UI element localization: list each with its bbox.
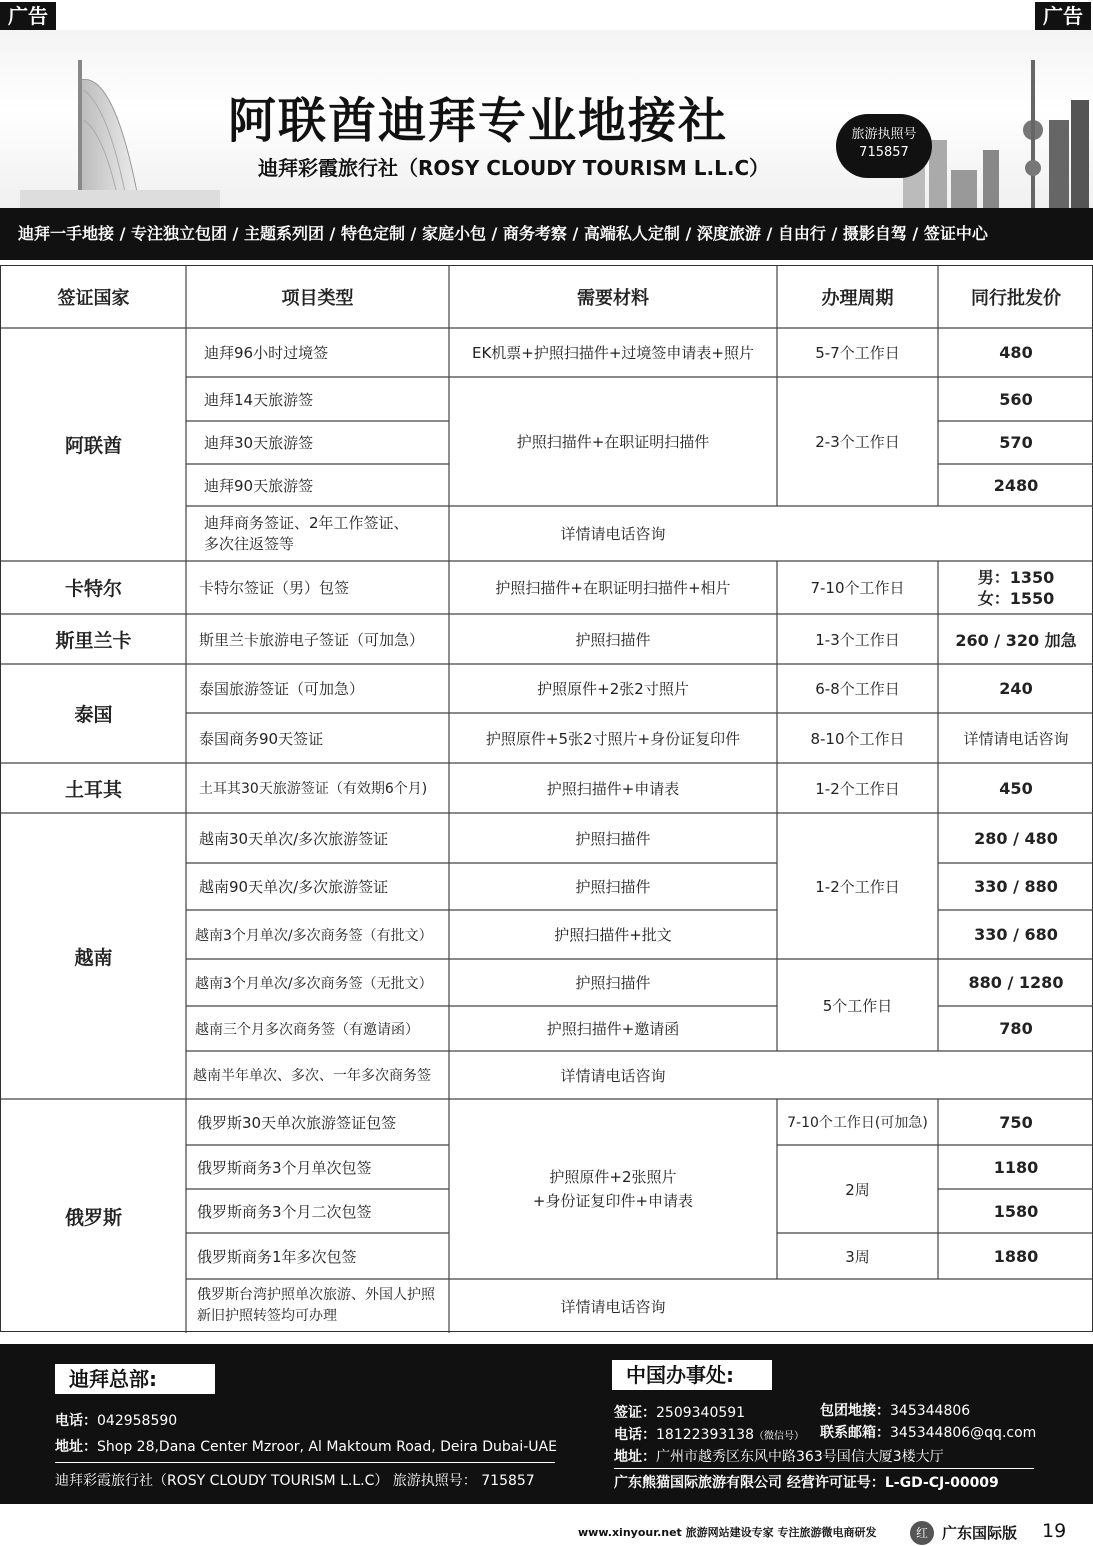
price-cell: 450 — [999, 778, 1033, 798]
table-cell-line: 俄罗斯台湾护照单次旅游、外国人护照 — [197, 1287, 435, 1303]
table-cell: 迪拜90天旅游签 — [204, 476, 314, 495]
table-cell: 2-3个工作日 — [815, 433, 900, 451]
price-cell: 2480 — [993, 475, 1039, 495]
country-russia: 俄罗斯 — [64, 1206, 122, 1229]
dubai-address — [55, 1436, 557, 1456]
visa-contact — [614, 1402, 745, 1422]
table-cell-line: 迪拜商务签证、2年工作签证、 — [204, 513, 409, 532]
price-cell — [938, 561, 1093, 614]
table-cell: 5-7个工作日 — [815, 344, 900, 362]
table-cell: 7-10个工作日(可加急) — [787, 1115, 928, 1131]
table-cell: 护照扫描件 — [575, 878, 651, 896]
table-cell: 护照扫描件+在职证明扫描件 — [516, 433, 710, 451]
country-srilanka: 斯里兰卡 — [55, 629, 132, 652]
table-cell: 越南30天单次/多次旅游签证 — [199, 829, 389, 848]
table-cell — [449, 1099, 777, 1279]
visa-number[interactable]: 2509340591 — [656, 1405, 746, 1421]
promo-line: www.xinyour.net 旅游网站建设专家 专注旅游微电商研发 — [578, 1526, 877, 1539]
china-address — [614, 1446, 944, 1466]
table-cell — [197, 1279, 449, 1333]
table-cell: 6-8个工作日 — [815, 680, 900, 698]
china-phone-number[interactable]: 18122393138 — [656, 1427, 754, 1443]
price-cell: 1180 — [993, 1157, 1039, 1177]
dubai-address-label: 地址： — [55, 1439, 97, 1455]
table-cell: 泰国商务90天签证 — [199, 729, 324, 748]
table-cell: 越南三个月多次商务签（有邀请函） — [195, 1021, 419, 1038]
page-title: 阿联酋迪拜专业地接社 — [228, 93, 729, 149]
table-cell: 护照扫描件 — [575, 630, 651, 649]
table-cell: 护照扫描件 — [575, 829, 651, 848]
table-cell: 详情请电话咨询 — [560, 1066, 666, 1085]
price-cell: 330 / 680 — [974, 925, 1058, 944]
table-cell: 3周 — [845, 1247, 870, 1266]
table-cell: 土耳其30天旅游签证（有效期6个月) — [199, 781, 428, 797]
table-cell: 俄罗斯商务3个月二次包签 — [197, 1202, 372, 1221]
page-number: 19 — [1042, 1520, 1067, 1542]
table-cell: 俄罗斯30天单次旅游签证包签 — [197, 1113, 397, 1132]
country-thailand: 泰国 — [74, 704, 113, 726]
table-cell: 8-10个工作日 — [810, 729, 905, 748]
dubai-phone — [55, 1410, 177, 1430]
divider — [55, 1462, 555, 1463]
ad-label-left: 广告 — [0, 2, 56, 30]
dubai-address-text: Shop 28,Dana Center Mzroor, Al Maktoum Road, Deira Dubai-UAE — [97, 1439, 557, 1455]
header-banner — [0, 30, 1093, 208]
price-cell: 1880 — [993, 1246, 1039, 1266]
table-cell: 1-2个工作日 — [815, 779, 900, 798]
header-country: 签证国家 — [57, 288, 130, 309]
table-cell: 详情请电话咨询 — [560, 525, 666, 543]
price-cell: 750 — [999, 1112, 1033, 1132]
group-contact — [820, 1400, 970, 1420]
price-cell: 1580 — [993, 1201, 1039, 1221]
table-cell-line: 新旧护照转签均可办理 — [197, 1308, 337, 1324]
header-period: 办理周期 — [821, 288, 894, 309]
visa-table — [0, 265, 1093, 1332]
price-cell: 560 — [999, 389, 1033, 409]
table-cell: 越南3个月单次/多次商务签（无批文） — [195, 975, 433, 992]
dubai-phone-number[interactable]: 042958590 — [97, 1413, 178, 1429]
table-cell: 迪拜14天旅游签 — [204, 390, 314, 409]
table-cell: 护照原件+2张2寸照片 — [537, 680, 689, 698]
china-address-text: 广州市越秀区东风中路363号国信大厦3楼大厅 — [656, 1449, 944, 1465]
table-cell: 护照扫描件+申请表 — [546, 779, 680, 798]
burj-al-arab-illustration — [20, 40, 220, 208]
table-cell: 斯里兰卡旅游电子签证（可加急） — [199, 630, 425, 649]
price-cell: 480 — [999, 343, 1033, 362]
header-materials: 需要材料 — [577, 288, 649, 309]
china-phone — [614, 1424, 804, 1444]
agency-subtitle: 迪拜彩霞旅行社（ROSY CLOUDY TOURISM L.L.C） — [258, 156, 770, 180]
email-label: 联系邮箱： — [820, 1425, 890, 1441]
email-address[interactable]: 345344806@qq.com — [890, 1425, 1037, 1441]
header-price: 同行批发价 — [971, 288, 1061, 309]
country-vietnam: 越南 — [74, 946, 113, 969]
table-cell: 迪拜96小时过境签 — [204, 344, 329, 362]
divider — [614, 1468, 1034, 1469]
china-company: 广东熊猫国际旅游有限公司 经营许可证号：L-GD-CJ-00009 — [614, 1475, 999, 1491]
publication-logo-icon: 红 — [910, 1521, 934, 1545]
wechat-note: （微信号） — [753, 1431, 804, 1442]
ad-label-right: 广告 — [1035, 2, 1091, 30]
price-cell: 880 / 1280 — [968, 973, 1064, 992]
service-bar: 迪拜一手地接 / 专注独立包团 / 主题系列团 / 特色定制 / 家庭小包 / 商务考察 / 高端私人定制 / 深度旅游 / 自由行 / 摄影自驾 / 签证中心 — [0, 208, 1093, 260]
table-cell: 护照扫描件+在职证明扫描件+相片 — [495, 579, 731, 597]
china-phone-label: 电话： — [614, 1427, 656, 1443]
price-cell: 260 / 320 加急 — [955, 630, 1077, 650]
license-label: 旅游执照号 — [851, 127, 917, 142]
license-number: 715857 — [859, 145, 909, 160]
license-badge — [836, 114, 932, 178]
price-cell: 详情请电话咨询 — [963, 729, 1069, 748]
price-cell: 280 / 480 — [974, 828, 1058, 848]
group-number[interactable]: 345344806 — [890, 1403, 971, 1419]
visa-label: 签证： — [614, 1405, 656, 1421]
table-cell — [204, 506, 449, 561]
table-cell-line: +身份证复印件+申请表 — [532, 1192, 694, 1210]
table-cell: 1-2个工作日 — [815, 877, 900, 896]
price-female: 女：1550 — [977, 588, 1055, 608]
table-cell: 1-3个工作日 — [815, 630, 900, 649]
country-uae: 阿联酋 — [64, 435, 122, 457]
table-cell: 护照扫描件 — [575, 974, 651, 992]
dubai-hq-title: 迪拜总部: — [55, 1364, 215, 1394]
price-cell: 570 — [999, 433, 1033, 452]
table-cell: 俄罗斯商务1年多次包签 — [197, 1247, 357, 1266]
table-cell: 详情请电话咨询 — [560, 1297, 666, 1316]
table-cell: EK机票+护照扫描件+过境签申请表+照片 — [471, 344, 755, 362]
dubai-phone-label: 电话： — [55, 1413, 97, 1429]
table-cell: 5个工作日 — [822, 996, 893, 1015]
china-address-label: 地址： — [614, 1449, 656, 1465]
table-cell-line: 护照原件+2张照片 — [549, 1168, 677, 1186]
table-cell: 越南3个月单次/多次商务签（有批文） — [195, 927, 433, 944]
table-cell: 越南半年单次、多次、一年多次商务签 — [193, 1068, 431, 1084]
table-cell: 卡特尔签证（男）包签 — [199, 579, 350, 597]
table-cell: 护照扫描件+批文 — [554, 926, 672, 944]
table-cell: 俄罗斯商务3个月单次包签 — [197, 1158, 372, 1177]
footer-contact — [0, 1344, 1093, 1504]
price-cell: 330 / 880 — [974, 877, 1058, 896]
country-qatar: 卡特尔 — [64, 578, 122, 600]
china-office-title: 中国办事处: — [612, 1360, 772, 1390]
table-cell-line: 多次往返签等 — [204, 534, 295, 553]
country-turkey: 土耳其 — [64, 778, 122, 801]
table-cell: 护照原件+5张2寸照片+身份证复印件 — [485, 729, 741, 748]
price-cell: 780 — [999, 1019, 1033, 1038]
table-cell: 2周 — [845, 1180, 870, 1199]
price-cell: 240 — [999, 679, 1033, 698]
price-male: 男：1350 — [977, 567, 1055, 587]
table-cell: 7-10个工作日 — [810, 579, 905, 597]
group-label: 包团地接： — [820, 1403, 890, 1419]
edition-label: 广东国际版 — [942, 1524, 1018, 1542]
dubai-company: 迪拜彩霞旅行社（ROSY CLOUDY TOURISM L.L.C） 旅游执照号： 715857 — [55, 1473, 535, 1489]
header-type: 项目类型 — [281, 288, 354, 309]
table-cell: 越南90天单次/多次旅游签证 — [199, 878, 389, 896]
table-cell: 泰国旅游签证（可加急） — [199, 680, 365, 698]
email-contact — [820, 1422, 1036, 1442]
table-cell: 护照扫描件+邀请函 — [546, 1020, 680, 1038]
table-cell: 迪拜30天旅游签 — [204, 434, 314, 452]
